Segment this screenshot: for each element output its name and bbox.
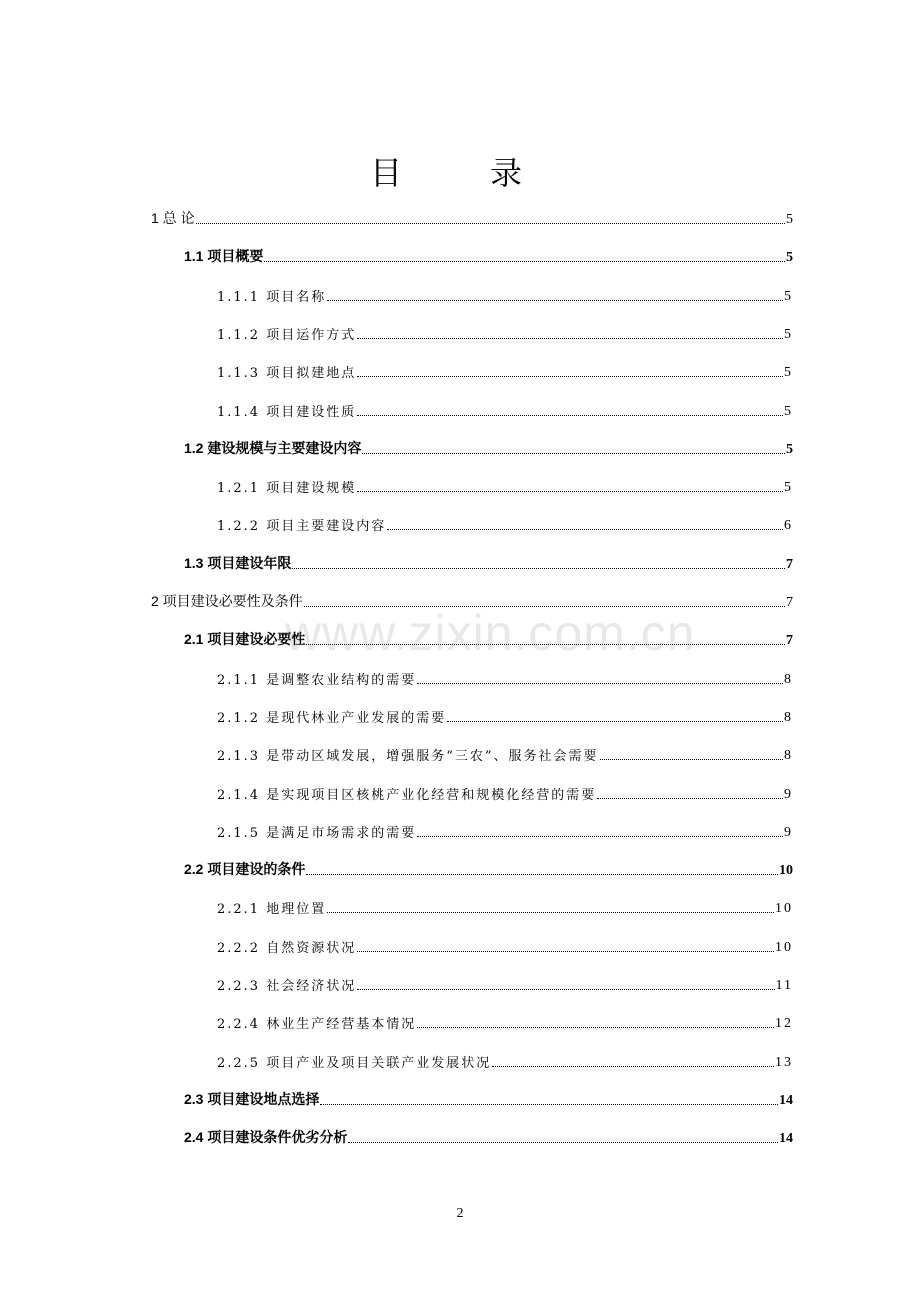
toc-entry-page-number: 5 (784, 404, 793, 419)
toc-title: 目 录 (369, 154, 550, 192)
dot-leader (357, 950, 774, 952)
toc-entry-label: 2.4 项目建设条件优劣分析 (184, 1129, 348, 1145)
toc-entry-page-number: 14 (779, 1131, 793, 1146)
toc-entry-page-number: 7 (786, 633, 793, 648)
toc-entry-label: 2.2.5 项目产业及项目关联产业发展状况 (217, 1056, 492, 1071)
toc-entry-label: 2.2.1 地理位置 (217, 902, 327, 917)
toc-entry-page-number: 9 (784, 825, 793, 840)
toc-entry-label: 2.3 项目建设地点选择 (184, 1091, 320, 1107)
toc-entry-label: 2.1 项目建设必要性 (184, 631, 306, 647)
toc-entry-page-number: 5 (784, 365, 793, 380)
dot-leader (417, 682, 783, 684)
toc-entry-page-number: 10 (775, 940, 793, 955)
dot-leader (417, 835, 783, 837)
dot-leader (320, 1103, 778, 1105)
toc-entry-label: 1 总 论 (151, 210, 195, 226)
toc-entry-label: 2.2.3 社会经济状况 (217, 979, 357, 994)
footer-page-number: 2 (456, 1206, 464, 1221)
toc-entry-label: 1.2.1 项目建设规模 (217, 481, 357, 496)
toc-entry-page-number: 5 (786, 250, 793, 265)
toc-entry-page-number: 5 (784, 289, 793, 304)
toc-entry-page-number: 12 (775, 1016, 793, 1031)
watermark: www.zixin.com.cn (285, 605, 696, 661)
toc-entry-label: 1.1.3 项目拟建地点 (217, 366, 357, 381)
toc-entry[interactable] (151, 206, 793, 228)
dot-leader (292, 567, 785, 569)
toc-entry-page-number: 5 (786, 212, 793, 227)
toc-entry-page-number: 14 (779, 1093, 793, 1108)
toc-entry-page-number: 5 (786, 442, 793, 457)
toc-entry[interactable] (184, 551, 793, 573)
toc-entry-label: 2.2 项目建设的条件 (184, 861, 306, 877)
toc-entry[interactable] (217, 321, 793, 343)
toc-entry-page-number: 8 (784, 748, 793, 763)
toc-entry[interactable] (217, 666, 793, 688)
toc-entry-label: 2.1.2 是现代林业产业发展的需要 (217, 711, 447, 726)
toc-entry-page-number: 7 (786, 595, 793, 610)
toc-entry-page-number: 5 (784, 327, 793, 342)
toc-entry-page-number: 13 (775, 1055, 793, 1070)
toc-entry-label: 2.2.2 自然资源状况 (217, 941, 357, 956)
dot-leader (357, 490, 783, 492)
toc-entry[interactable] (184, 1087, 793, 1109)
toc-entry-page-number: 11 (775, 978, 793, 993)
toc-entry-page-number: 9 (784, 787, 793, 802)
toc-entry-label: 1.2 建设规模与主要建设内容 (184, 440, 362, 456)
toc-entry[interactable] (217, 742, 793, 764)
toc-entry[interactable] (217, 972, 793, 994)
toc-entry-page-number: 5 (784, 480, 793, 495)
toc-entry[interactable] (217, 1010, 793, 1032)
toc-entry-page-number: 6 (784, 518, 793, 533)
dot-leader (387, 528, 783, 530)
dot-leader (327, 299, 783, 301)
dot-leader (447, 720, 783, 722)
toc-entry-label: 1.1.4 项目建设性质 (217, 405, 357, 420)
dot-leader (357, 337, 783, 339)
dot-leader (357, 375, 783, 377)
toc-entry[interactable] (217, 819, 793, 841)
toc-entry[interactable] (217, 704, 793, 726)
toc-entry-label: 2.1.5 是满足市场需求的需要 (217, 826, 417, 841)
toc-entry[interactable] (184, 244, 793, 266)
toc-entry-page-number: 7 (786, 557, 793, 572)
toc-entry[interactable] (217, 781, 793, 803)
dot-leader (306, 873, 778, 875)
dot-leader (600, 758, 783, 760)
toc-entry[interactable] (217, 283, 793, 305)
toc-entry[interactable] (184, 857, 793, 879)
toc-entry-label: 2.1.1 是调整农业结构的需要 (217, 673, 417, 688)
toc-entry-label: 1.1.2 项目运作方式 (217, 328, 357, 343)
toc-entry-page-number: 8 (784, 672, 793, 687)
toc-entry[interactable] (217, 934, 793, 956)
toc-entry-label: 2.2.4 林业生产经营基本情况 (217, 1017, 417, 1032)
toc-entry-page-number: 8 (784, 710, 793, 725)
toc-entry-label: 2.1.4 是实现项目区核桃产业化经营和规模化经营的需要 (217, 788, 597, 803)
toc-entry-page-number: 10 (779, 863, 793, 878)
toc-entry[interactable] (217, 512, 793, 534)
toc-entry-label: 1.3 项目建设年限 (184, 555, 292, 571)
dot-leader (492, 1065, 774, 1067)
toc-entry[interactable] (184, 1125, 793, 1147)
dot-leader (362, 452, 785, 454)
toc-entry-label: 1.1 项目概要 (184, 248, 264, 264)
toc-entry[interactable] (217, 474, 793, 496)
dot-leader (597, 797, 783, 799)
dot-leader (348, 1141, 778, 1143)
toc-entry-label: 1.2.2 项目主要建设内容 (217, 519, 387, 534)
toc-entry-label: 2.1.3 是带动区域发展，增强服务“三农”、服务社会需要 (217, 749, 599, 764)
toc-entry[interactable] (217, 359, 793, 381)
toc-entry-label: 1.1.1 项目名称 (217, 290, 327, 305)
dot-leader (357, 988, 774, 990)
dot-leader (357, 414, 783, 416)
toc-entry[interactable] (184, 436, 793, 458)
toc-entry[interactable] (217, 1049, 793, 1071)
toc-entry-page-number: 10 (775, 901, 793, 916)
dot-leader (327, 911, 774, 913)
toc-entry[interactable] (217, 398, 793, 420)
dot-leader (264, 260, 785, 262)
dot-leader (196, 222, 785, 224)
toc-entry[interactable] (217, 895, 793, 917)
dot-leader (417, 1026, 774, 1028)
toc-entry-label: 2 项目建设必要性及条件 (151, 593, 303, 609)
